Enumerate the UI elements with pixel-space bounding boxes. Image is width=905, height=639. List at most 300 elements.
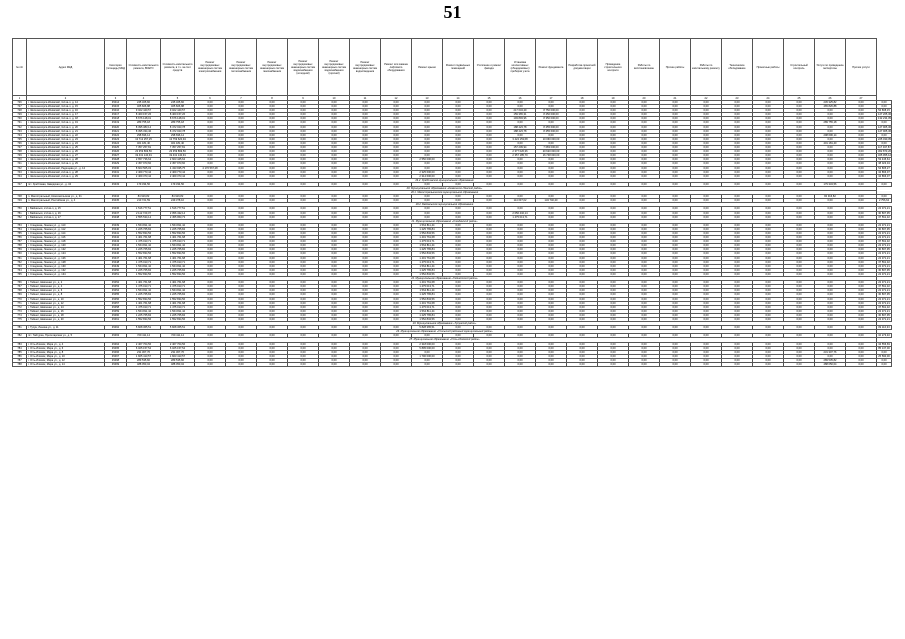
address-cell: г. Слюдянка, Ленина ул., д. 110 <box>27 223 105 227</box>
value-cell: 0,00 <box>350 166 381 170</box>
value-cell: 0,00 <box>226 129 257 133</box>
value-cell: 0,00 <box>660 358 691 362</box>
value-cell: 0,00 <box>257 289 288 293</box>
value-cell: 0,00 <box>815 174 846 178</box>
column-header: Ремонт внутридомовых инженерных систем теплоснабжения <box>226 39 257 96</box>
value-cell: 0,00 <box>350 207 381 211</box>
value-cell: 45433 <box>105 182 127 186</box>
value-cell: 0,00 <box>784 174 815 178</box>
value-cell: 0,00 <box>846 199 877 203</box>
value-cell: 0,00 <box>257 162 288 166</box>
row-number: 747 <box>13 182 27 186</box>
value-cell: 0,00 <box>412 215 443 219</box>
row-number: 727 <box>13 105 27 109</box>
value-cell: 0,00 <box>784 223 815 227</box>
value-cell: 0,00 <box>629 244 660 248</box>
column-number: 8 <box>257 96 288 101</box>
value-cell: 0,00 <box>288 170 319 174</box>
value-cell: 0,00 <box>753 232 784 236</box>
column-header: Услуги по проведению экспертизы <box>815 39 846 96</box>
value-cell: 0,00 <box>350 309 381 313</box>
value-cell: 0,00 <box>226 133 257 137</box>
value-cell: 0,00 <box>567 150 598 154</box>
value-cell: 0,00 <box>629 285 660 289</box>
value-cell: 0,00 <box>381 346 412 350</box>
value-cell: 0,00 <box>381 285 412 289</box>
column-header: Ремонт крыши <box>412 39 443 96</box>
row-number: 740 <box>13 158 27 162</box>
column-number: 3 <box>105 96 127 101</box>
value-cell: 45419 <box>105 121 127 125</box>
value-cell: 0,00 <box>505 158 536 162</box>
value-cell: 0,00 <box>505 313 536 317</box>
value-cell: 0,00 <box>815 240 846 244</box>
value-cell: 0,00 <box>567 207 598 211</box>
value-cell: 0,00 <box>412 150 443 154</box>
value-cell: 7 357 257,81 <box>127 146 161 150</box>
address-cell: г. Тайшет, Шевченко ул., д. 4 <box>27 285 105 289</box>
value-cell: 0,00 <box>381 182 412 186</box>
value-cell: 179 334,56 <box>815 182 846 186</box>
value-cell: 1 401 761,68 <box>161 281 195 285</box>
value-cell: 0,00 <box>257 326 288 330</box>
value-cell: 0,00 <box>660 309 691 313</box>
value-cell: 0,00 <box>350 301 381 305</box>
value-cell: 0,00 <box>815 268 846 272</box>
value-cell: 0,00 <box>598 363 629 367</box>
value-cell: 0,00 <box>257 301 288 305</box>
value-cell: 231 307,76 <box>127 350 161 354</box>
value-cell: 45436 <box>105 207 127 211</box>
value-cell: 289 535,82 <box>815 358 846 362</box>
value-cell: 0,00 <box>505 346 536 350</box>
value-cell: 0,00 <box>598 244 629 248</box>
value-cell: 0,00 <box>288 158 319 162</box>
value-cell: 1 475 013,71 <box>127 305 161 309</box>
value-cell: 0,00 <box>443 354 474 358</box>
value-cell: 0,00 <box>381 342 412 346</box>
value-cell: 0,00 <box>660 129 691 133</box>
value-cell: 0,00 <box>195 354 226 358</box>
value-cell: 0,00 <box>784 182 815 186</box>
value-cell: 0,00 <box>598 256 629 260</box>
section-title: 24. Муниципальное образование «Усольский районный муниципальный район» <box>13 330 877 334</box>
value-cell: 465 826,88 <box>127 105 161 109</box>
value-cell: 0,00 <box>660 272 691 276</box>
value-cell: 0,00 <box>846 174 877 178</box>
value-cell: 0,00 <box>536 309 567 313</box>
value-cell: 0,00 <box>691 129 722 133</box>
value-cell: 0,00 <box>660 350 691 354</box>
column-number: 1 <box>13 96 27 101</box>
value-cell: 0,00 <box>629 109 660 113</box>
value-cell: 1 225 765,84 <box>161 268 195 272</box>
value-cell: 0,00 <box>350 146 381 150</box>
page-number: 51 <box>443 2 462 22</box>
value-cell: 0,00 <box>195 195 226 199</box>
table-body <box>13 101 892 367</box>
value-cell: 0,00 <box>722 301 753 305</box>
column-header: Ремонт внутридомовых инженерных систем газоснабжения <box>257 39 288 96</box>
value-cell: 0,00 <box>474 215 505 219</box>
value-cell: 0,00 <box>691 101 722 105</box>
value-cell: 0,00 <box>443 232 474 236</box>
value-cell: 0,00 <box>846 301 877 305</box>
value-cell: 0,00 <box>319 101 350 105</box>
value-cell: 0,00 <box>443 227 474 231</box>
value-cell: 0,00 <box>753 285 784 289</box>
value-cell: 0,00 <box>319 129 350 133</box>
value-cell: 0,00 <box>350 334 381 338</box>
value-cell: 0,00 <box>288 252 319 256</box>
value-cell: 0,00 <box>536 236 567 240</box>
value-cell: 2 756,62 <box>877 199 892 203</box>
value-cell: 0,00 <box>381 358 412 362</box>
value-cell: 0,00 <box>598 260 629 264</box>
value-cell: 0,00 <box>257 309 288 313</box>
value-cell: 0,00 <box>536 305 567 309</box>
value-cell: 0,00 <box>505 105 536 109</box>
value-cell: 0,00 <box>505 358 536 362</box>
value-cell: 114 637,02 <box>505 199 536 203</box>
row-number: 753 <box>13 223 27 227</box>
value-cell: 0,00 <box>195 236 226 240</box>
address-cell: г. Железногорск-Илимский, 2-й кв-л, д. 28 <box>27 170 105 174</box>
value-cell: 45449 <box>105 264 127 268</box>
value-cell: 0,00 <box>350 125 381 129</box>
value-cell: 0,00 <box>226 309 257 313</box>
value-cell: 0,00 <box>319 256 350 260</box>
value-cell: 0,00 <box>598 240 629 244</box>
value-cell: 0,00 <box>257 252 288 256</box>
value-cell: 0,00 <box>195 215 226 219</box>
value-cell: 0,00 <box>505 305 536 309</box>
value-cell: 0,00 <box>350 113 381 117</box>
address-cell: г. Слюдянка, Ленина ул., д. 132 <box>27 268 105 272</box>
value-cell: 0,00 <box>443 313 474 317</box>
value-cell: 0,00 <box>350 272 381 276</box>
value-cell: 0,00 <box>350 297 381 301</box>
value-cell: 0,00 <box>443 260 474 264</box>
value-cell: 0,00 <box>536 260 567 264</box>
section-title: 20. Муниципальное образование «Казачинско-Ленский район» <box>13 186 877 190</box>
value-cell: 0,00 <box>536 272 567 276</box>
value-cell: 0,00 <box>350 223 381 227</box>
value-cell: 0,00 <box>567 317 598 321</box>
value-cell: 0,00 <box>784 342 815 346</box>
address-cell: г. Слюдянка, Ленина ул., д. 130 <box>27 264 105 268</box>
value-cell: 0,00 <box>195 182 226 186</box>
value-cell: 0,00 <box>691 248 722 252</box>
value-cell: 0,00 <box>846 260 877 264</box>
section-title: 22. Муниципальное образование «Тайшетский район» <box>13 277 877 281</box>
address-cell: г. Байкальск, 2-й кв-л, д. 17 <box>27 215 105 219</box>
value-cell: 0,00 <box>443 150 474 154</box>
value-cell: 0,00 <box>474 305 505 309</box>
value-cell: 0,00 <box>846 264 877 268</box>
value-cell: 0,00 <box>536 285 567 289</box>
capital-repair-table <box>12 38 892 367</box>
value-cell: 0,00 <box>350 281 381 285</box>
value-cell: 16 748 000,00 <box>536 154 567 158</box>
value-cell: 0,00 <box>443 358 474 362</box>
value-cell: 0,00 <box>660 354 691 358</box>
address-cell: г. Слюдянка, Ленина ул., д. 116 <box>27 236 105 240</box>
value-cell: 0,00 <box>288 268 319 272</box>
value-cell: 0,00 <box>567 227 598 231</box>
column-header: Проектные работы <box>753 39 784 96</box>
value-cell: 0,00 <box>722 244 753 248</box>
value-cell: 0,00 <box>598 305 629 309</box>
value-cell: 0,00 <box>226 125 257 129</box>
value-cell: 2 603 445,64 <box>161 158 195 162</box>
value-cell: 0,00 <box>288 117 319 121</box>
value-cell: 0,00 <box>567 236 598 240</box>
value-cell: 0,00 <box>691 162 722 166</box>
value-cell: 0,00 <box>753 289 784 293</box>
value-cell: 0,00 <box>319 199 350 203</box>
row-number: 728 <box>13 109 27 113</box>
row-number: 756 <box>13 236 27 240</box>
value-cell: 0,00 <box>412 141 443 145</box>
value-cell: 45420 <box>105 125 127 129</box>
value-cell: 0,00 <box>753 199 784 203</box>
value-cell: 0,00 <box>195 301 226 305</box>
value-cell: 38 023,04 <box>878 162 890 166</box>
value-cell: 0,00 <box>846 158 877 162</box>
value-cell: 45424 <box>105 141 127 145</box>
value-cell: 0,00 <box>567 301 598 305</box>
value-cell: 0,00 <box>691 272 722 276</box>
value-cell: 0,00 <box>722 158 753 162</box>
value-cell: 0,00 <box>691 174 722 178</box>
value-cell: 0,00 <box>722 105 753 109</box>
value-cell: 0,00 <box>226 268 257 272</box>
value-cell: 0,00 <box>691 195 722 199</box>
value-cell: 1 225 765,84 <box>412 268 443 272</box>
value-cell: 0,00 <box>567 154 598 158</box>
value-cell: 0,00 <box>319 154 350 158</box>
value-cell: 0,00 <box>660 207 691 211</box>
value-cell: 0,00 <box>660 113 691 117</box>
value-cell: 0,00 <box>691 289 722 293</box>
value-cell: 0,00 <box>753 272 784 276</box>
value-cell: 0,00 <box>784 158 815 162</box>
value-cell: 0,00 <box>257 137 288 141</box>
value-cell: 0,00 <box>288 240 319 244</box>
value-cell: 0,00 <box>660 232 691 236</box>
row-number: 768 <box>13 289 27 293</box>
value-cell: 0,00 <box>381 170 412 174</box>
value-cell: 0,00 <box>257 154 288 158</box>
value-cell: 0,00 <box>350 363 381 367</box>
value-cell: 1 564 811,44 <box>127 309 161 313</box>
value-cell: 0,00 <box>226 162 257 166</box>
value-cell: 0,00 <box>846 223 877 227</box>
value-cell: 0,00 <box>226 350 257 354</box>
value-cell: 0,00 <box>319 297 350 301</box>
value-cell: 8 255 600,00 <box>536 129 567 133</box>
value-cell: 0,00 <box>660 313 691 317</box>
value-cell: 8 472 023,78 <box>161 125 195 129</box>
value-cell: 0,00 <box>443 125 474 129</box>
value-cell: 0,00 <box>784 346 815 350</box>
row-number: 783 <box>13 342 27 346</box>
value-cell: 0,00 <box>288 195 319 199</box>
value-cell: 0,00 <box>381 297 412 301</box>
value-cell: 0,00 <box>226 227 257 231</box>
value-cell: 0,00 <box>629 248 660 252</box>
value-cell: 0,00 <box>660 342 691 346</box>
value-cell: 0,00 <box>691 215 722 219</box>
value-cell: 2 457 973,60 <box>127 162 161 166</box>
value-cell: 7 083 000,00 <box>536 146 567 150</box>
value-cell: 0,00 <box>443 268 474 272</box>
value-cell: 22 371,21 <box>878 256 890 260</box>
value-cell: 0,00 <box>722 334 753 338</box>
value-cell: 0,00 <box>598 105 629 109</box>
value-cell: 0,00 <box>691 256 722 260</box>
row-number: 785 <box>13 350 27 354</box>
row-number: 755 <box>13 232 27 236</box>
value-cell: 0,00 <box>567 117 598 121</box>
value-cell: 0,00 <box>598 354 629 358</box>
value-cell: 0,00 <box>629 309 660 313</box>
value-cell: 0,00 <box>815 272 846 276</box>
column-header: Разработка проектной документации <box>567 39 598 96</box>
column-number: 25 <box>784 96 815 101</box>
value-cell: 0,00 <box>319 162 350 166</box>
value-cell: 1 401 761,68 <box>412 256 443 260</box>
value-cell: 0,00 <box>722 146 753 150</box>
value-cell: 0,00 <box>691 285 722 289</box>
value-cell: 0,00 <box>722 150 753 154</box>
value-cell: 0,00 <box>381 207 412 211</box>
value-cell: 1 401 761,68 <box>127 301 161 305</box>
value-cell: 0,00 <box>536 281 567 285</box>
value-cell: 0,00 <box>691 252 722 256</box>
value-cell: 8 395 383,14 <box>127 125 161 129</box>
value-cell: 0,00 <box>319 133 350 137</box>
value-cell: 0,00 <box>722 109 753 113</box>
value-cell: 0,00 <box>226 236 257 240</box>
value-cell: 0,00 <box>350 350 381 354</box>
value-cell: 0,00 <box>784 133 815 137</box>
value-cell: 0,00 <box>288 125 319 129</box>
column-header: Стоимость капитального ремонта, в т.ч. за счет средств <box>161 39 195 96</box>
value-cell: 45462 <box>105 326 127 330</box>
value-cell: 0,00 <box>474 154 505 158</box>
value-cell: 0,00 <box>691 346 722 350</box>
value-cell: 0,00 <box>753 297 784 301</box>
column-header: Категория (площадь) МКД <box>105 39 127 96</box>
value-cell: 1 552 834,56 <box>412 272 443 276</box>
value-cell: 0,00 <box>381 289 412 293</box>
value-cell: 0,00 <box>505 285 536 289</box>
value-cell: 729 411,14 <box>127 334 161 338</box>
value-cell: 0,00 <box>443 272 474 276</box>
row-number: 788 <box>13 363 27 367</box>
row-number: 781 <box>13 326 27 330</box>
value-cell: 0,00 <box>257 166 288 170</box>
value-cell: 0,00 <box>195 129 226 133</box>
value-cell: 0,00 <box>629 260 660 264</box>
value-cell: 0,00 <box>722 129 753 133</box>
value-cell: 245 325,82 <box>127 101 161 105</box>
value-cell: 0,00 <box>319 166 350 170</box>
value-cell: 0,00 <box>846 154 877 158</box>
row-number: 752 <box>13 215 27 219</box>
value-cell: 0,00 <box>474 211 505 215</box>
column-number: 9 <box>288 96 319 101</box>
value-cell: 0,00 <box>536 207 567 211</box>
value-cell: 0,00 <box>784 236 815 240</box>
address-cell: г. Тулун, Ленина ул., д. 11 <box>27 326 105 330</box>
value-cell: 0,00 <box>846 334 877 338</box>
column-header: Строительный контроль <box>784 39 815 96</box>
value-cell: 0,00 <box>195 260 226 264</box>
value-cell: 0,00 <box>691 313 722 317</box>
value-cell: 0,00 <box>722 182 753 186</box>
value-cell: 0,00 <box>567 297 598 301</box>
value-cell: 0,00 <box>877 363 892 367</box>
value-cell: 45464 <box>105 342 127 346</box>
column-header: Установка коллективных (общедомовых) приборов учета <box>505 39 536 96</box>
value-cell: 0,00 <box>567 223 598 227</box>
value-cell: 362 873,20 <box>878 150 891 154</box>
value-cell: 1 552 834,56 <box>161 232 195 236</box>
row-number: 739 <box>13 154 27 158</box>
value-cell: 0,00 <box>691 137 722 141</box>
value-cell: 45417 <box>105 113 127 117</box>
value-cell: 0,00 <box>846 252 877 256</box>
value-cell: 0,00 <box>288 297 319 301</box>
value-cell: 0,00 <box>567 309 598 313</box>
value-cell: 0,00 <box>195 150 226 154</box>
value-cell: 0,00 <box>629 121 660 125</box>
value-cell: 0,00 <box>815 166 846 170</box>
value-cell: 8 350 000,00 <box>536 117 567 121</box>
value-cell: 0,00 <box>412 129 443 133</box>
value-cell: 45443 <box>105 240 127 244</box>
value-cell: 0,00 <box>598 215 629 219</box>
value-cell: 0,00 <box>815 236 846 240</box>
value-cell: 0,00 <box>412 199 443 203</box>
address-cell: пгт. Тайтурка, Пролетарская ул., д. 5 <box>27 334 105 338</box>
address-cell: г. Тайшет, Шевченко ул., д. 10 <box>27 297 105 301</box>
value-cell: 0,00 <box>660 289 691 293</box>
value-cell: 37 561,32 <box>878 240 890 244</box>
address-cell: г. Железногорск-Илимский, 3-й кв-л, д. 19 <box>27 121 105 125</box>
value-cell: 0,00 <box>629 166 660 170</box>
column-number: 5 <box>161 96 195 101</box>
value-cell: 0,00 <box>195 207 226 211</box>
value-cell: 0,00 <box>412 358 443 362</box>
value-cell: 0,00 <box>226 346 257 350</box>
value-cell: 0,00 <box>288 272 319 276</box>
value-cell: 0,00 <box>846 166 877 170</box>
value-cell: 0,00 <box>598 141 629 145</box>
row-number: 742 <box>13 166 27 170</box>
value-cell: 0,00 <box>691 117 722 121</box>
value-cell: 0,00 <box>226 211 257 215</box>
address-cell: г. Железногорск-Илимский, 3-й кв-л, д. 14 <box>27 101 105 105</box>
value-cell: 0,00 <box>319 182 350 186</box>
value-cell: 0,00 <box>877 141 892 145</box>
value-cell: 0,00 <box>753 252 784 256</box>
value-cell: 0,00 <box>815 293 846 297</box>
value-cell: 0,00 <box>691 301 722 305</box>
